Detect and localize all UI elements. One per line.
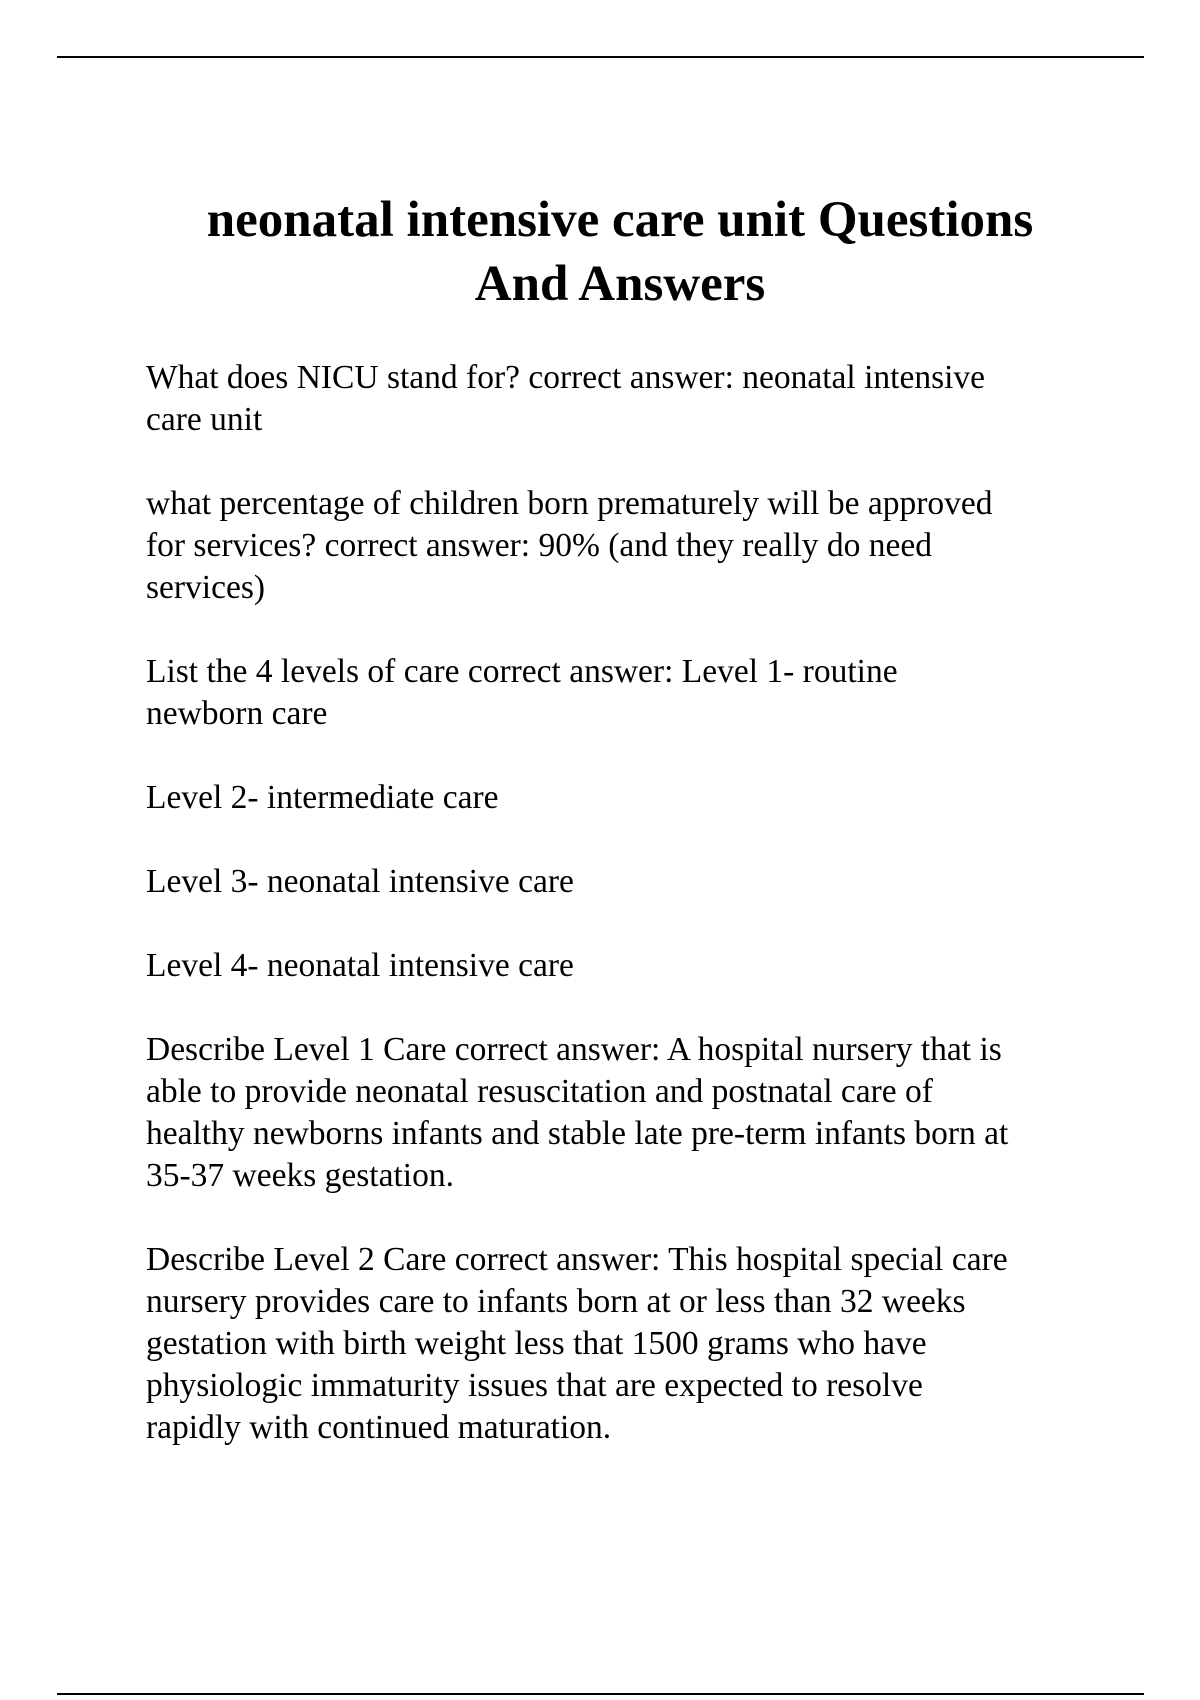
qa-paragraph-percentage xyxy=(146,483,1106,609)
qa-content xyxy=(146,357,1106,1491)
text-line: care unit xyxy=(146,401,263,438)
text-line: Level 4- neonatal intensive care xyxy=(146,947,574,984)
qa-paragraph-describe-level-2 xyxy=(146,1239,1106,1449)
text-line: 35-37 weeks gestation. xyxy=(146,1157,454,1194)
qa-paragraph-levels xyxy=(146,651,1106,735)
text-line: physiologic immaturity issues that are expected to resolve xyxy=(146,1367,923,1404)
qa-paragraph-describe-level-1 xyxy=(146,1029,1106,1197)
page-title xyxy=(140,188,1100,316)
text-line: What does NICU stand for? correct answer: neonatal intensive xyxy=(146,359,986,396)
text-line: newborn care xyxy=(146,695,328,732)
qa-paragraph-level-2 xyxy=(146,777,1106,819)
title-line-2: And Answers xyxy=(474,256,766,312)
text-line: for services? correct answer: 90% (and they really do need xyxy=(146,527,932,564)
title-line-1: neonatal intensive care unit Questions xyxy=(206,192,1034,248)
text-line: rapidly with continued maturation. xyxy=(146,1409,612,1446)
text-line: nursery provides care to infants born at or less than 32 weeks xyxy=(146,1283,966,1320)
text-line: List the 4 levels of care correct answer: Level 1- routine xyxy=(146,653,898,690)
text-line: Level 2- intermediate care xyxy=(146,779,499,816)
text-line: Describe Level 2 Care correct answer: This hospital special care xyxy=(146,1241,1008,1278)
text-line: able to provide neonatal resuscitation and postnatal care of xyxy=(146,1073,933,1110)
bottom-rule xyxy=(57,1693,1144,1695)
qa-paragraph-level-3 xyxy=(146,861,1106,903)
top-rule xyxy=(57,56,1144,58)
qa-paragraph-nicu xyxy=(146,357,1106,441)
text-line: Describe Level 1 Care correct answer: A hospital nursery that is xyxy=(146,1031,1002,1068)
qa-paragraph-level-4 xyxy=(146,945,1106,987)
text-line: what percentage of children born prematurely will be approved xyxy=(146,485,993,522)
text-line: healthy newborns infants and stable late pre-term infants born at xyxy=(146,1115,1009,1152)
text-line: Level 3- neonatal intensive care xyxy=(146,863,574,900)
text-line: services) xyxy=(146,569,266,606)
text-line: gestation with birth weight less that 1500 grams who have xyxy=(146,1325,927,1362)
